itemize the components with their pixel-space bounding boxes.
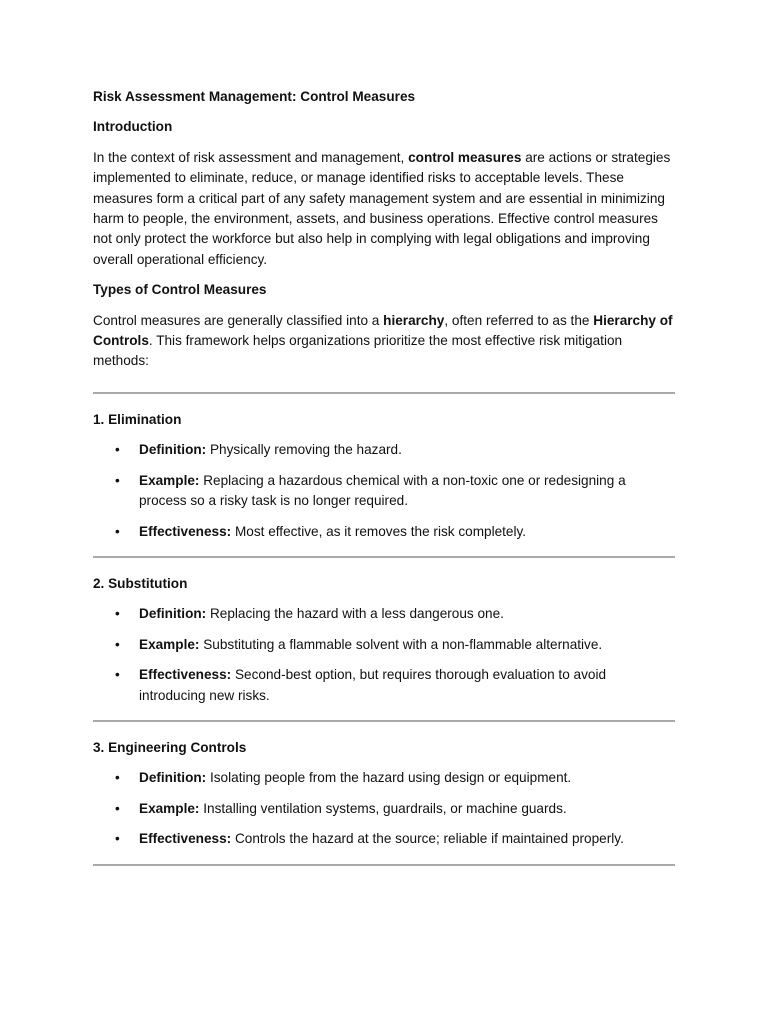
section-title: 3. Engineering Controls [93,739,247,755]
item-label: Example: [139,800,200,816]
types-text-2: , often referred to as the [444,312,594,328]
bullet-icon: • [115,831,120,847]
item-label: Definition: [139,606,207,622]
bullet-icon: • [115,472,120,488]
intro-text-1: In the context of risk assessment and management, [93,149,409,165]
bullet-icon: • [115,636,120,652]
section-engineering-controls [93,738,675,850]
section-divider [93,864,675,866]
types-text-3: . This framework helps organizations prioritize the most effective risk mitigation methods: [93,333,623,369]
types-paragraph [93,311,675,372]
list-item [93,604,675,624]
list-item [93,471,675,512]
types-bold-hierarchy-of-controls: Hierarchy of Controls [93,312,673,349]
section-title: 1. Elimination [93,411,182,427]
bullet-icon: • [115,770,120,786]
bullet-icon: • [115,523,120,539]
bullet-list [93,440,675,542]
item-text: Isolating people from the hazard using design or equipment. [206,770,572,786]
list-item [93,522,675,542]
item-text: Most effective, as it removes the risk completely. [231,523,527,539]
bullet-icon: • [115,800,120,816]
section-divider [93,720,675,722]
item-label: Definition: [139,442,207,458]
list-item [93,635,675,655]
item-text: Physically removing the hazard. [206,442,402,458]
section-elimination [93,410,675,542]
introduction-heading: Introduction [93,119,173,135]
types-text-1: Control measures are generally classified into a [93,312,384,328]
intro-bold-term: control measures [408,149,522,165]
bullet-icon: • [115,442,120,458]
section-divider [93,392,675,394]
list-item [93,440,675,460]
list-item [93,829,675,849]
list-item [93,799,675,819]
item-label: Effectiveness: [139,831,232,847]
item-text: Replacing a hazardous chemical with a non-toxic one or redesigning a process so a risky task is no longer required. [139,472,626,509]
item-text: Second-best option, but requires thorough evaluation to avoid introducing new risks. [139,667,607,703]
item-text: Controls the hazard at the source; reliable if maintained properly. [231,831,624,847]
intro-text-2: are actions or strategies implemented to eliminate, reduce, or manage identified risks to acceptable levels. These measures form a critical part of any safety management system and are essential in minimizing harm to people, the environment, assets, and business operations. Effective control measures not only protect the workforce but also help in complying with legal obligations and improving overall operational efficiency. [93,149,671,267]
item-text: Installing ventilation systems, guardrails, or machine guards. [199,800,567,816]
types-bold-hierarchy: hierarchy [383,312,445,328]
item-label: Definition: [139,770,207,786]
bullet-icon: • [115,667,120,683]
item-label: Effectiveness: [139,523,232,539]
item-label: Effectiveness: [139,667,232,683]
bullet-icon: • [115,606,120,622]
item-label: Example: [139,636,200,652]
item-label: Example: [139,472,200,488]
bullet-list [93,768,675,849]
introduction-paragraph [93,148,675,270]
section-substitution [93,574,675,706]
list-item [93,665,675,706]
bullet-list [93,604,675,706]
section-divider [93,556,675,558]
types-heading: Types of Control Measures [93,282,267,298]
list-item [93,768,675,788]
document-title: Risk Assessment Management: Control Measures [93,89,416,104]
item-text: Substituting a flammable solvent with a non-flammable alternative. [199,636,603,652]
section-title: 2. Substitution [93,575,188,591]
item-text: Replacing the hazard with a less dangerous one. [206,606,504,622]
